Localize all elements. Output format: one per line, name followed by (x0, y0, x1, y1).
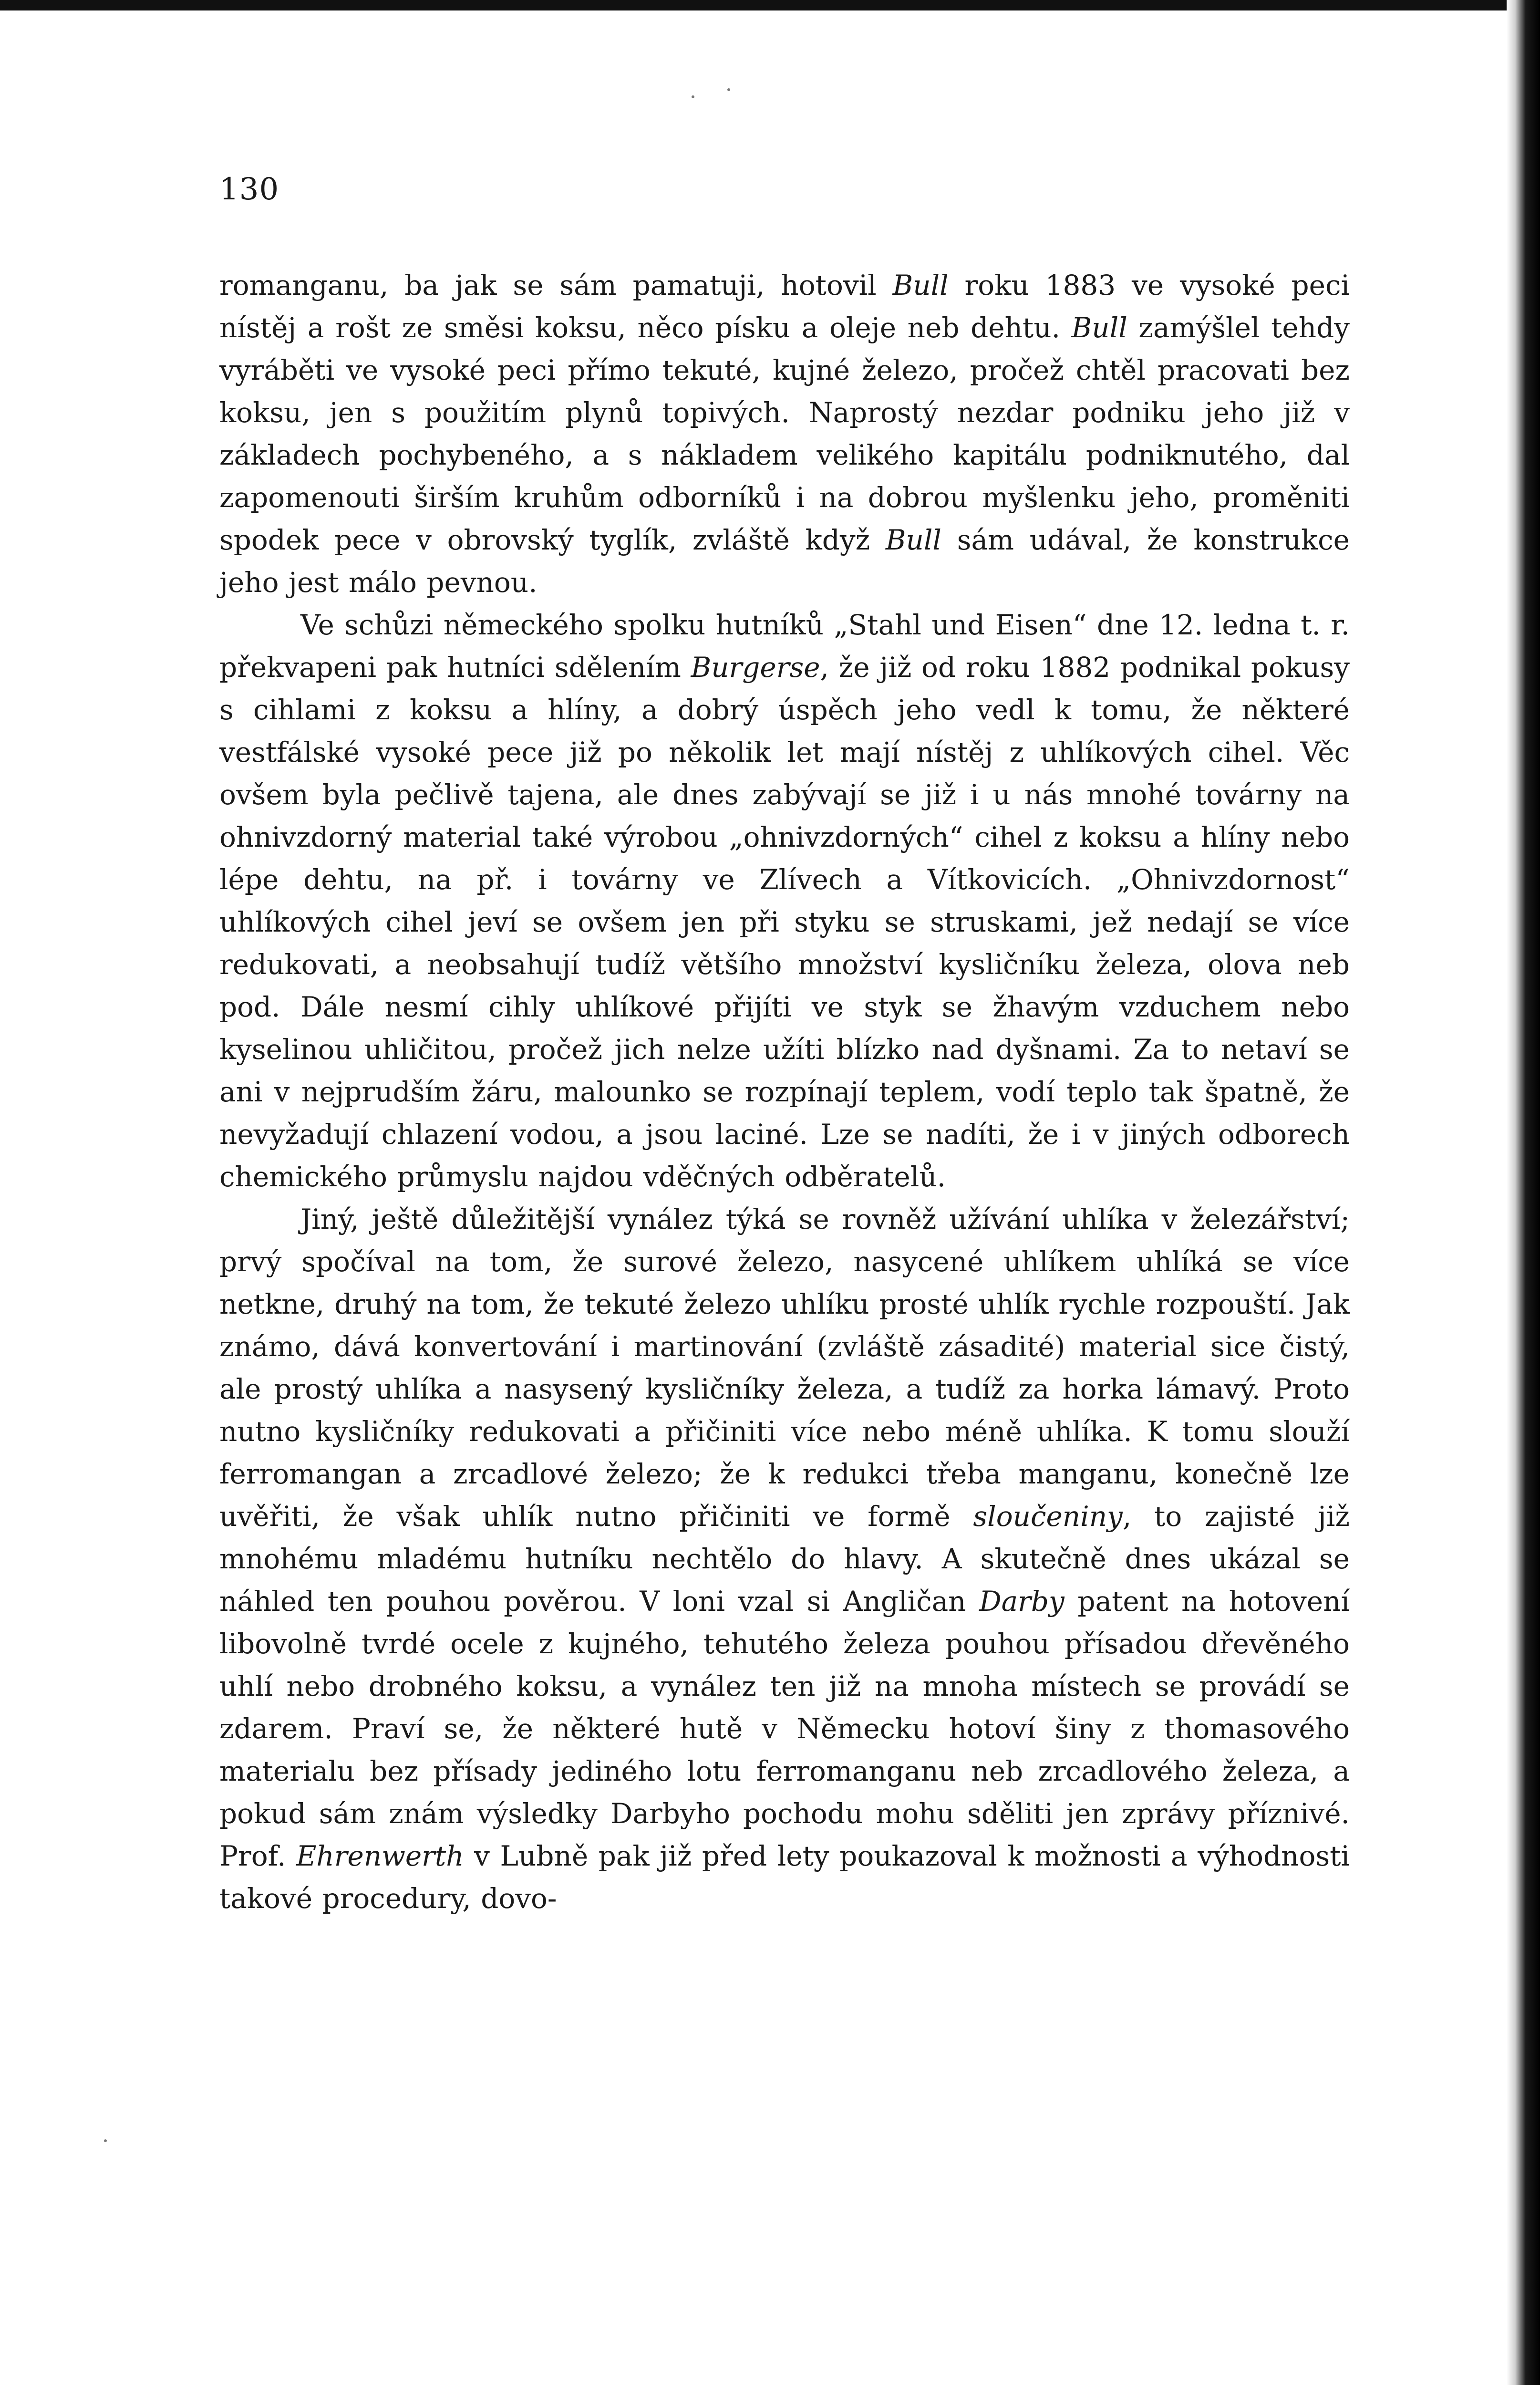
italic-name: Darby (979, 1585, 1065, 1618)
text-run: Ve schůzi německého spolku hutníků „Stahl und Eisen“ dne 12. ledna t. r. překvapeni pak hutníci sdělením (219, 609, 1350, 684)
italic-name: Burgerse (691, 651, 820, 684)
text-run: , to zajisté již mnohému mladému hutníku nechtělo do hlavy. A skutečně dnes ukázal se náhled ten pouhou pověrou. V loni vzal si Angličan (219, 1500, 1350, 1618)
paragraph (219, 1198, 1350, 1920)
paragraph (219, 604, 1350, 1198)
text-run: romanganu, ba jak se sám pamatuji, hotovil (219, 269, 893, 301)
italic-name: Bull (1071, 311, 1127, 344)
body-text (219, 264, 1350, 1920)
text-run: patent na hotovení libovolně tvrdé ocele z kujného, tehutého železa pouhou přísadou dřevěného uhlí nebo drobného koksu, a vynález ten již na mnoha místech se provádí se zdarem. Praví se, že některé hutě v Německu hotoví šiny z thomasového materialu bez přísady jediného lotu ferromanganu neb zrcadlového železa, a pokud sám znám výsledky Darbyho pochodu mohu sděliti jen zprávy příznivé. Prof. (219, 1585, 1350, 1872)
text-run: roku 1883 ve vysoké peci nístěj a rošt ze směsi koksu, něco písku a oleje neb dehtu. (219, 269, 1350, 344)
book-page (219, 172, 1350, 1920)
page-number: 130 (219, 172, 279, 207)
scan-speck (104, 2139, 107, 2142)
scan-speck (692, 95, 694, 98)
italic-name: Bull (892, 269, 949, 301)
italic-name: Ehrenwerth (296, 1840, 464, 1872)
text-run: sám udával, že konstrukce jeho jest málo pevnou. (219, 524, 1350, 599)
scan-border-right (1507, 0, 1540, 2385)
text-run: Jiný, ještě důležitější vynález týká se rovněž užívání uhlíka v železářství; prvý spočíval na tom, že surové železo, nasycené uhlíkem uhlíká se více netkne, druhý na tom, že tekuté železo uhlíku prosté uhlík rychle rozpouští. Jak známo, dává konvertování i martinování (zvláště zásadité) material sice čistý, ale prostý uhlíka a nasysený kysličníky železa, a tudíž za horka lámavý. Proto nutno kysličníky redukovati a přičiniti více nebo méně uhlíka. K tomu slouží ferromangan a zrcadlové železo; že k redukci třeba manganu, konečně lze uvěřiti, že však uhlík nutno přičiniti ve formě (219, 1203, 1350, 1533)
italic-name: Bull (885, 524, 941, 556)
text-run: v Lubně pak již před lety poukazoval k možnosti a výhodnosti takové procedury, dovo- (219, 1840, 1350, 1915)
italic-name: sloučeniny (973, 1500, 1123, 1533)
scan-border-top (0, 0, 1540, 10)
paragraph (219, 264, 1350, 604)
scan-speck (727, 88, 730, 91)
text-run: , že již od roku 1882 podnikal pokusy s cihlami z koksu a hlíny, a dobrý úspěch jeho vedl k tomu, že některé vestfálské vysoké pece již po několik let mají nístěj z uhlíkových cihel. Věc ovšem byla pečlivě tajena, ale dnes zabývají se již i u nás mnohé továrny na ohnivzdorný material také výrobou „ohnivzdorných“ cihel z koksu a hlíny nebo lépe dehtu, na př. i továrny ve Zlívech a Vítkovicích. „Ohnivzdornost“ uhlíkových cihel jeví se ovšem jen při styku se struskami, jež nedají se více redukovati, a neobsahují tudíž většího množství kysličníku železa, olova neb pod. Dále nesmí cihly uhlíkové přijíti ve styk se žhavým vzduchem nebo kyselinou uhličitou, pročež jich nelze užíti blízko nad dyšnami. Za to netaví se ani v nejprudším žáru, malounko se rozpínají teplem, vodí teplo tak špatně, že nevyžadují chlazení vodou, a jsou laciné. Lze se nadíti, že i v jiných odborech chemického průmyslu najdou vděčných odběratelů. (219, 651, 1350, 1193)
text-run: zamýšlel tehdy vyráběti ve vysoké peci přímo tekuté, kujné železo, pročež chtěl pracovati bez koksu, jen s použitím plynů topivých. Naprostý nezdar podniku jeho již v základech pochybeného, a s nákladem velikého kapitálu podniknutého, dal zapomenouti širším kruhům odborníků i na dobrou myšlenku jeho, proměniti spodek pece v obrovský tyglík, zvláště když (219, 311, 1350, 556)
